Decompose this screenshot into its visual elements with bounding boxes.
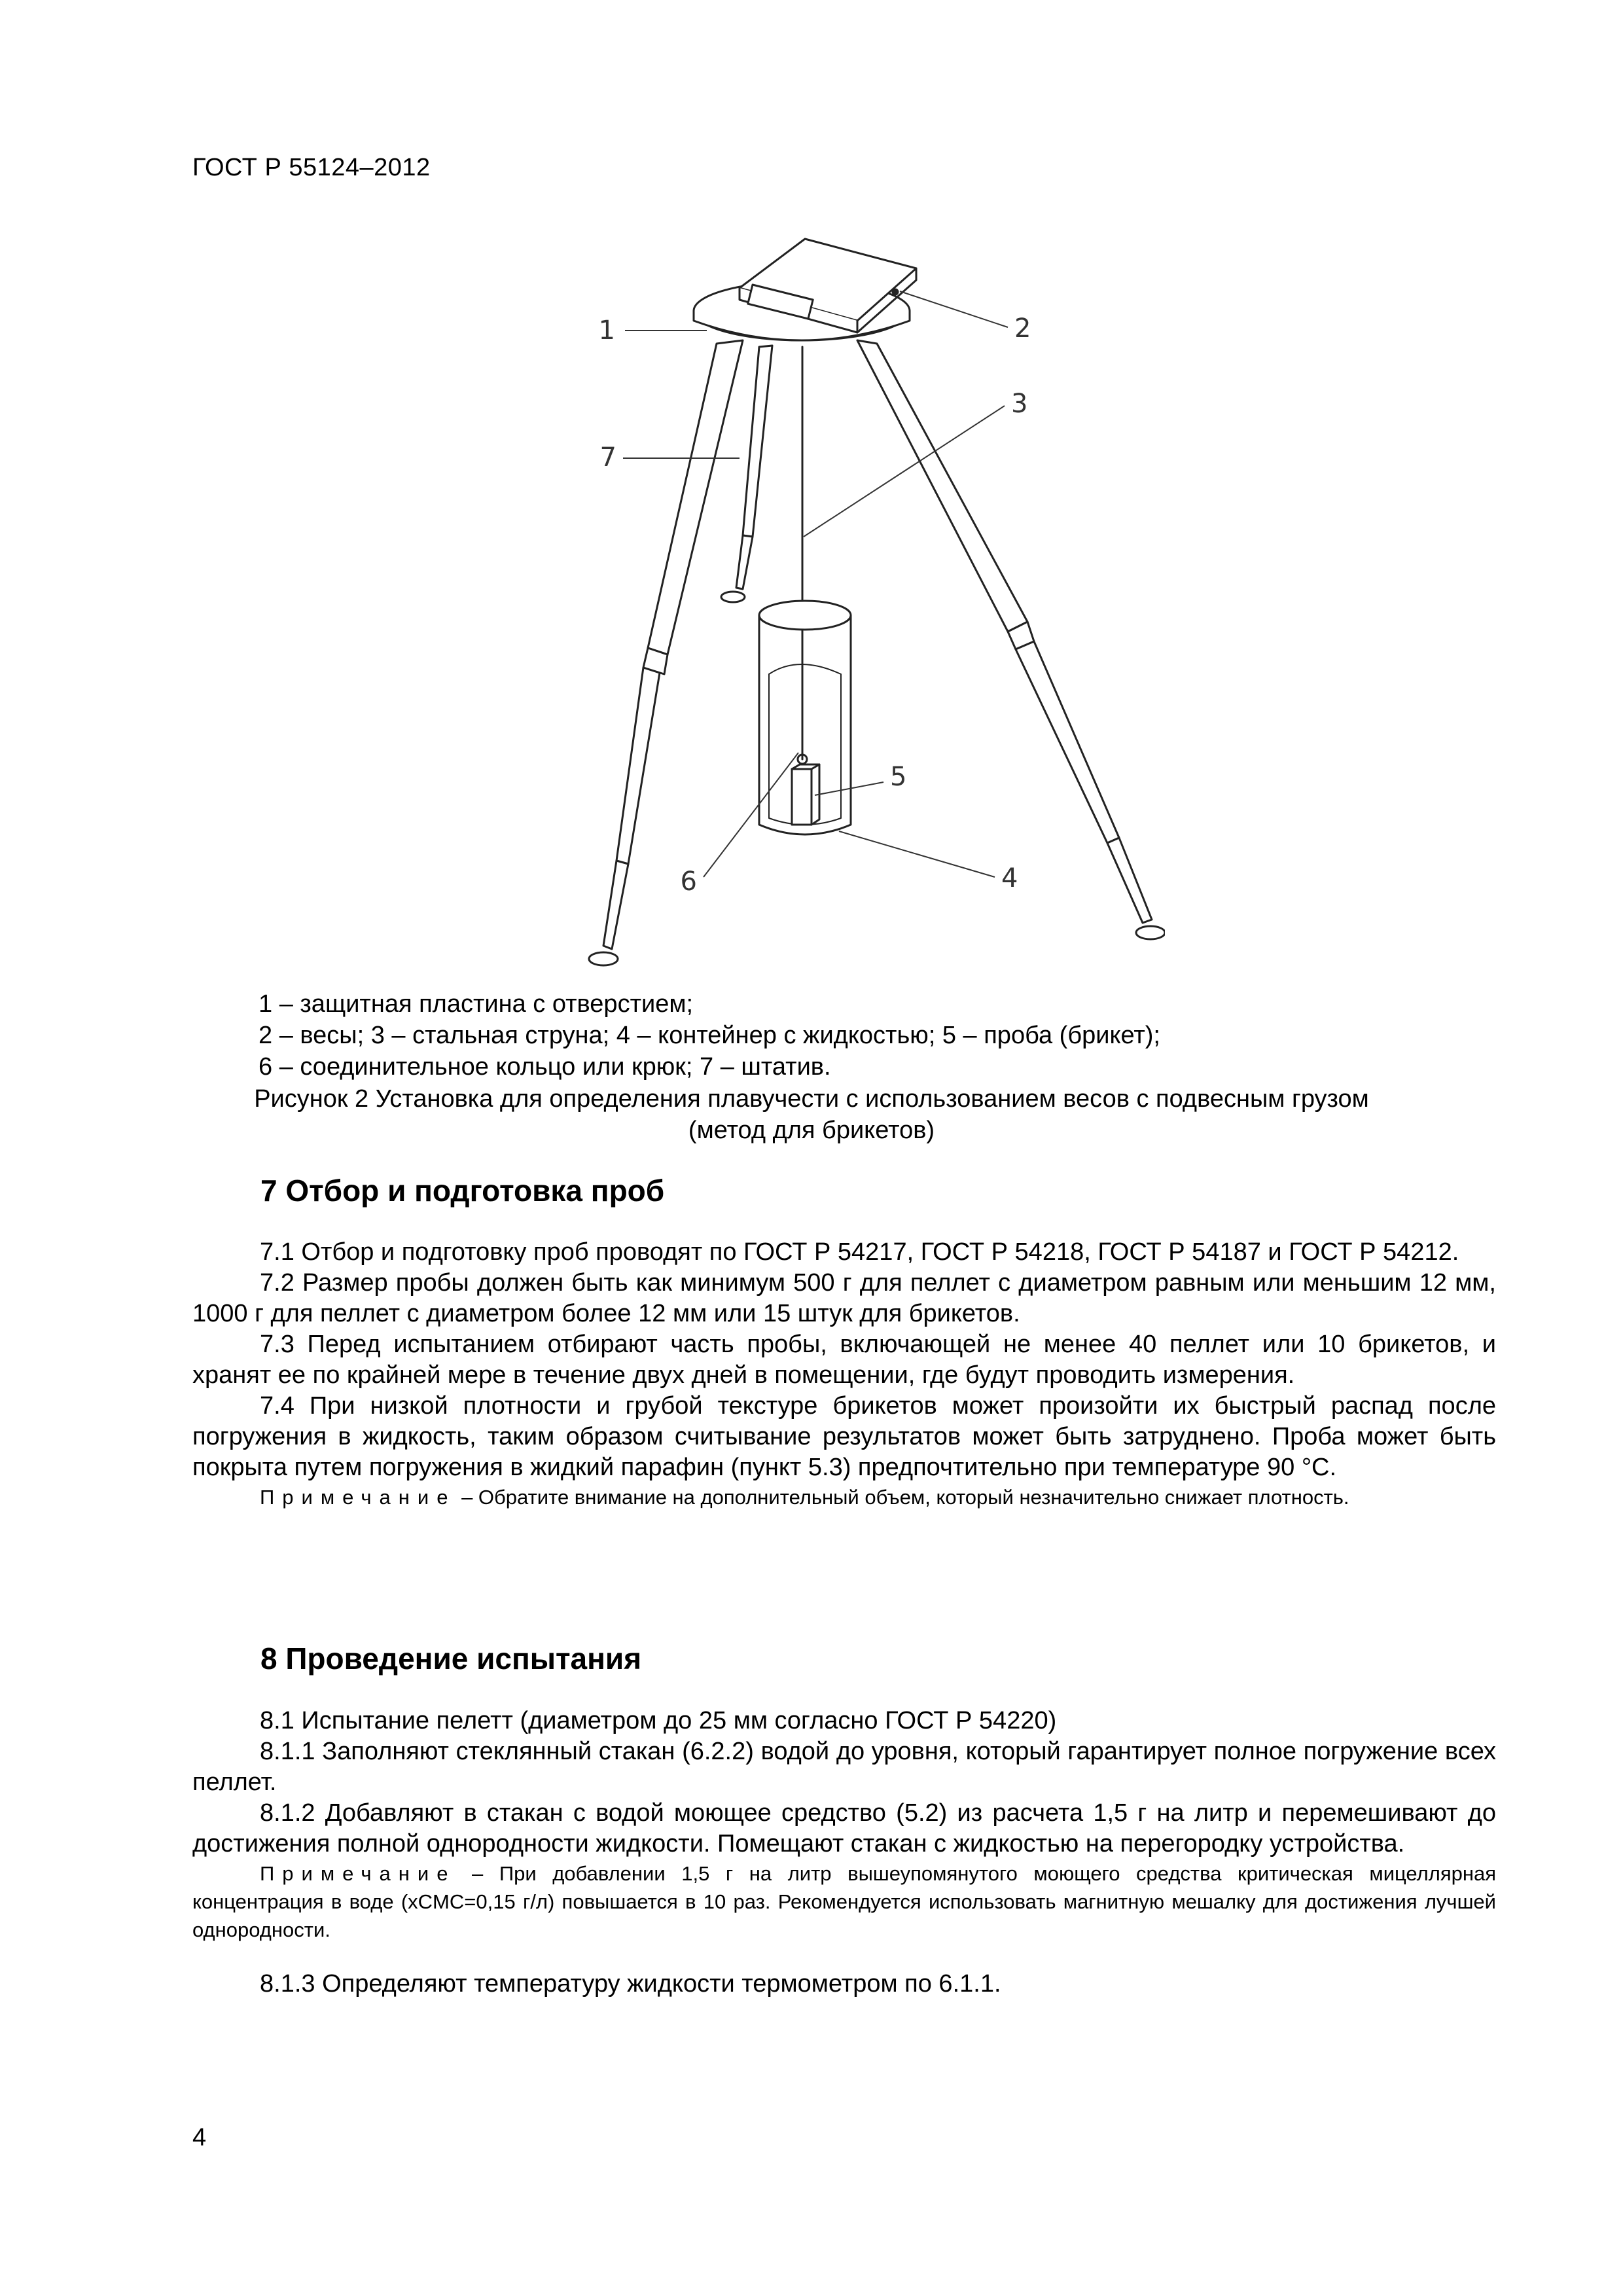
callout-1: 1	[598, 315, 615, 346]
liquid-container	[759, 601, 851, 630]
tripod-leg-left	[648, 340, 743, 655]
figure-legend	[259, 988, 1160, 1083]
paragraph-7-2: 7.2 Размер пробы должен быть как минимум 500 г для пеллет с диаметром равным или меньшим 12 мм, 1000 г для пеллет с диаметром более 12 мм или 15 штук для брикетов.	[192, 1269, 1496, 1327]
section-8-body	[192, 1706, 1496, 2000]
note-lead: Примечание	[260, 1486, 456, 1509]
paragraph-7-3: 7.3 Перед испытанием отбирают часть пробы, включающей не менее 40 пеллет или 10 брикетов, и хранят ее по крайней мере в течение двух дней в помещении, где будут проводить измерения.	[192, 1331, 1496, 1389]
caption-line: (метод для брикетов)	[688, 1117, 935, 1144]
tripod-leg-rear	[743, 346, 772, 537]
callout-3: 3	[1011, 389, 1028, 419]
callout-5: 5	[890, 762, 907, 792]
page-number: 4	[192, 2124, 207, 2151]
note-text: – Обратите внимание на дополнительный объем, который незначительно снижает плотность.	[461, 1486, 1349, 1509]
document-header: ГОСТ Р 55124–2012	[192, 154, 431, 181]
figure-caption	[196, 1083, 1427, 1146]
legend-line: 2 – весы; 3 – стальная струна; 4 – контейнер с жидкостью; 5 – проба (брикет);	[259, 1022, 1160, 1049]
legend-line: 6 – соединительное кольцо или крюк; 7 – штатив.	[259, 1053, 831, 1081]
paragraph-8-1-3: 8.1.3 Определяют температуру жидкости термометром по 6.1.1.	[260, 1970, 1001, 1998]
section-7-body	[192, 1237, 1496, 1511]
legend-line: 1 – защитная пластина с отверстием;	[259, 990, 694, 1018]
sample-briquette	[792, 769, 812, 825]
note-7	[192, 1483, 1496, 1511]
callout-2: 2	[1014, 314, 1031, 344]
paragraph-7-1: 7.1 Отбор и подготовку проб проводят по ГОСТ Р 54217, ГОСТ Р 54218, ГОСТ Р 54187 и ГОСТ Р 54212.	[260, 1238, 1459, 1266]
note-lead: Примечание	[260, 1862, 456, 1885]
paragraph-8-1-1: 8.1.1 Заполняют стеклянный стакан (6.2.2) водой до уровня, который гарантирует полное погружение всех пеллет.	[192, 1738, 1496, 1796]
callout-7: 7	[599, 442, 616, 473]
apparatus-drawing	[576, 223, 1165, 995]
callout-4: 4	[1001, 863, 1018, 893]
figure-2-apparatus	[576, 223, 1165, 995]
caption-line: Рисунок 2 Установка для определения плавучести с использованием весов с подвесным грузом	[254, 1085, 1369, 1113]
section-8-heading: 8 Проведение испытания	[260, 1641, 642, 1676]
callout-6: 6	[680, 867, 697, 897]
tripod-leg-right	[857, 340, 1027, 632]
note-text: – При добавлении 1,5 г на литр вышеупомянутого моющего средства критическая мицеллярная концентрация в воде (xCMC=0,15 г/л) повышается в 10 раз. Рекомендуется использовать магнитную мешалку для достижения лучшей однородности.	[192, 1862, 1496, 1941]
paragraph-8-1-2: 8.1.2 Добавляют в стакан с водой моющее средство (5.2) из расчета 1,5 г на литр и перемешивают до достижения полной однородности жидкости. Помещают стакан с жидкостью на перегородку устройства.	[192, 1799, 1496, 1857]
note-8	[192, 1859, 1496, 1944]
section-7-heading: 7 Отбор и подготовка проб	[260, 1174, 665, 1208]
paragraph-8-1: 8.1 Испытание пелетт (диаметром до 25 мм согласно ГОСТ Р 54220)	[260, 1707, 1057, 1734]
paragraph-7-4: 7.4 При низкой плотности и грубой текстуре брикетов может произойти их быстрый распад после погружения в жидкость, таким образом считывание результатов может быть затруднено. Проба может быть покрыта путем погружения в жидкий парафин (пункт 5.3) предпочтительно при температуре 90 °С.	[192, 1392, 1496, 1481]
